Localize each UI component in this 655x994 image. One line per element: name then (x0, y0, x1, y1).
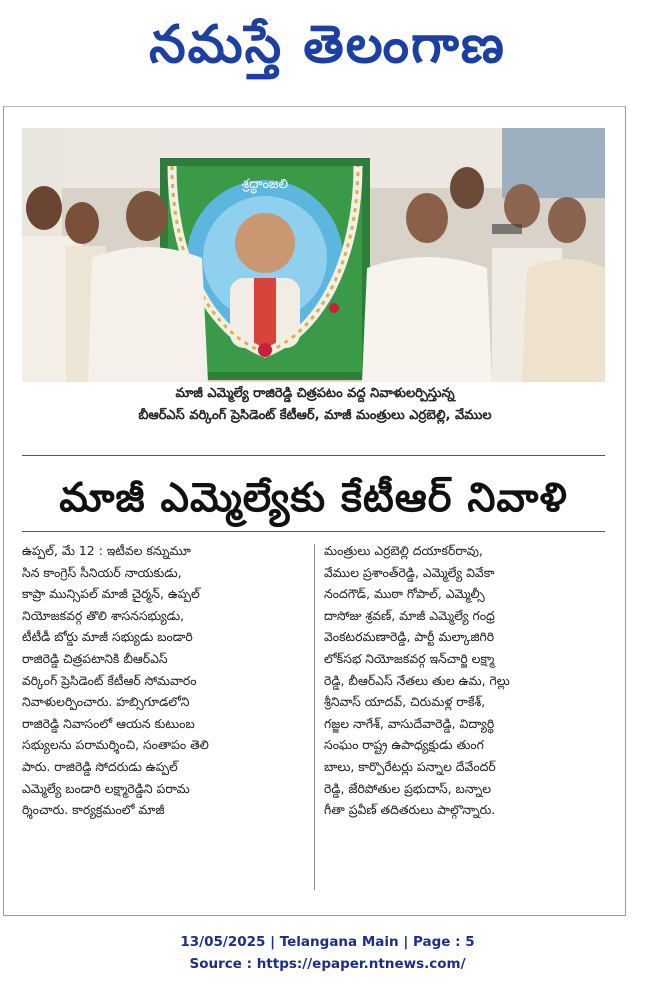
article-photo (22, 128, 605, 382)
footer-source-link[interactable]: Source : https://epaper.ntnews.com/ (189, 956, 466, 972)
divider-rule (22, 455, 605, 456)
column-divider (314, 544, 315, 890)
body-line: టీటీడీ బోర్డు మాజీ సభ్యుడు బండారి (22, 629, 193, 645)
caption-line: బీఆర్ఎస్ వర్కింగ్ ప్రెసిడెంట్ కేటీఆర్, మాజీ మంత్రులు ఎర్రబెల్లి, వేముల (138, 408, 492, 423)
body-line: వెంకటరమణారెడ్డి, పార్టీ మల్కాజిగిరి (324, 629, 495, 645)
body-line: దాసోజు శ్రవణ్, మాజీ ఎమ్మెల్యే గంధ్ర (324, 607, 495, 623)
body-line: నియోజకవర్గ తొలి శాసనసభ్యుడు, (22, 607, 185, 623)
divider-rule (22, 531, 605, 532)
tribute-photo-illustration (22, 128, 605, 382)
body-line: రెడ్డి, బీఆర్ఎస్ నేతలు తుల ఉమ, గెల్లు (324, 672, 510, 688)
body-line: కాప్రా మున్సిపల్ మాజీ చైర్మన్, ఉప్పల్ (22, 586, 200, 602)
body-line: సిన కాంగ్రెస్ సీనియర్ నాయకుడు, (22, 564, 182, 580)
article-body-right-column (324, 540, 612, 821)
body-line: నందగౌడ్, ముఠా గోపాల్, ఎమ్మెల్సీ (324, 586, 485, 602)
body-line: సభ్యులను పరామర్శించి, సంతాపం తెలి (22, 737, 209, 753)
body-line: రెడ్డి, జేరిపోతుల ప్రభుదాస్, బన్నాల (324, 780, 492, 796)
photo-caption (20, 383, 610, 447)
body-line: లోక్‌సభ నియోజకవర్గ ఇన్‌చార్జి లక్ష్మా (324, 650, 495, 666)
body-line: వేముల ప్రశాంత్‌రెడ్డి, ఎమ్మెల్యే వివేకా (324, 564, 495, 580)
body-line: ఉప్పల్, మే 12 : ఇటీవల కన్నుమూ (22, 543, 191, 558)
masthead (0, 0, 655, 88)
body-line: పారు. రాజిరెడ్డి సోదరుడు ఉప్పల్ (22, 758, 178, 774)
photo-banner-text: శ్రద్ధాంజలి (241, 177, 289, 192)
caption-line: మాజీ ఎమ్మెల్యే రాజిరెడ్డి చిత్రపటం వద్ద నివాళులర్పిస్తున్న (175, 386, 455, 401)
body-line: ఎమ్మెల్యే బండారి లక్ష్మారెడ్డిని పరామ (22, 780, 190, 796)
article-body-left-column (22, 540, 310, 821)
body-line: మంత్రులు ఎర్రబెల్లి దయాకర్‌రావు, (324, 543, 483, 558)
article-headline: మాజీ ఎమ్మెల్యేకు కేటీఆర్ నివాళి (59, 475, 568, 521)
body-line: గజ్జల నాగేశ్, వాసుదేవారెడ్డి, విద్యార్థి (324, 715, 495, 731)
body-line: రాజిరెడ్డి చిత్రపటానికి బీఆర్ఎస్ (22, 650, 168, 666)
newspaper-title: నమస్తే తెలంగాణ (149, 15, 506, 75)
body-line: శ్రీనివాస్ యాదవ్, చిరుమళ్ల రాకేశ్, (324, 694, 486, 710)
body-line: వర్కింగ్ ప్రెసిడెంట్ కేటీఆర్ సోమవారం (22, 672, 197, 688)
body-line: బాలు, కార్పొరేటర్లు పన్నాల దేవేందర్ (324, 758, 496, 774)
body-line: రాజిరెడ్డి నివాసంలో ఆయన కుటుంబ (22, 715, 195, 731)
body-line: ర్శించారు. కార్యక్రమంలో మాజీ (22, 802, 165, 818)
body-line: నివాళులర్పించారు. హబ్సిగూడలోని (22, 694, 190, 710)
footer-edition-info: 13/05/2025 | Telangana Main | Page : 5 (180, 934, 475, 950)
body-line: సంఘం రాష్ట్ర ఉపాధ్యక్షుడు తుంగ (324, 737, 484, 753)
body-line: గీతా ప్రవీణ్ తదితరులు పాల్గొన్నారు. (324, 802, 496, 818)
